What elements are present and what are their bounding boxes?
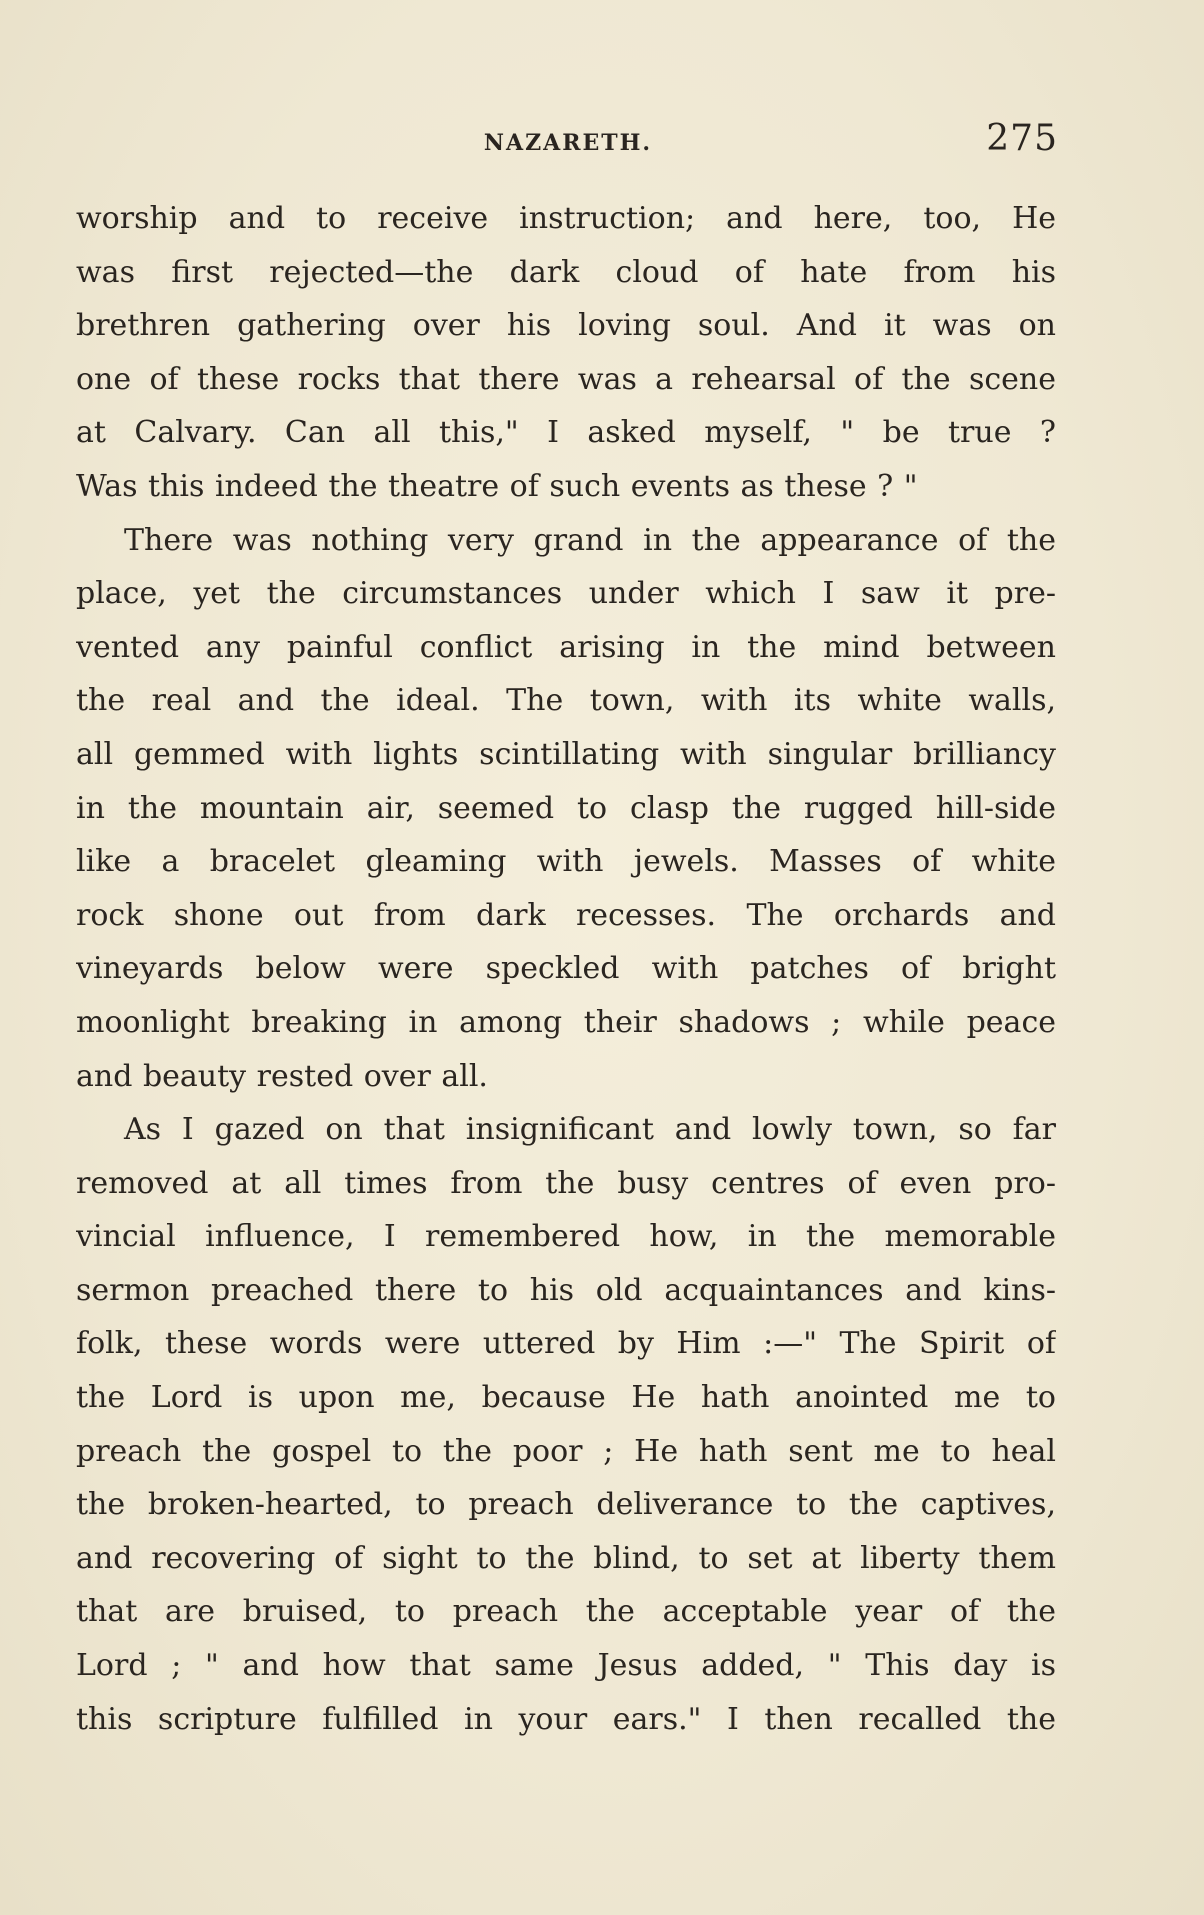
text-line: preach the gospel to the poor ; He hath sent me to heal: [76, 1433, 1056, 1469]
page-number: 275: [986, 118, 1058, 159]
text-line: vineyards below were speckled with patches of bright: [76, 951, 1056, 987]
text-line: Was this indeed the theatre of such events as these ? ": [76, 468, 918, 504]
text-line: and beauty rested over all.: [76, 1058, 488, 1094]
text-line: There was nothing very grand in the appearance of the: [124, 522, 1056, 558]
text-line: this scripture fulfilled in your ears." I then recalled the: [76, 1701, 1056, 1737]
text-line: one of these rocks that there was a rehearsal of the scene: [76, 361, 1056, 397]
text-line: Lord ; " and how that same Jesus added, " This day is: [76, 1648, 1056, 1684]
text-line: the broken-hearted, to preach deliverance to the captives,: [76, 1487, 1056, 1523]
text-line: at Calvary. Can all this," I asked myself, " be true ?: [76, 415, 1056, 451]
text-line: the Lord is upon me, because He hath anointed me to: [76, 1380, 1056, 1416]
text-line: brethren gathering over his loving soul. And it was on: [76, 308, 1056, 344]
text-line: folk, these words were uttered by Him :—" The Spirit of: [76, 1326, 1056, 1362]
text-line: was first rejected—the dark cloud of hate from his: [76, 254, 1056, 290]
text-line: like a bracelet gleaming with jewels. Masses of white: [76, 844, 1056, 880]
text-line: removed at all times from the busy centres of even pro-: [76, 1165, 1056, 1201]
text-line: worship and to receive instruction; and here, too, He: [76, 201, 1056, 236]
text-line: vincial influence, I remembered how, in the memorable: [76, 1219, 1056, 1255]
text-line: place, yet the circumstances under which I saw it pre-: [76, 576, 1056, 612]
text-line: the real and the ideal. The town, with its white walls,: [76, 683, 1056, 719]
text-line: vented any painful conflict arising in the mind between: [76, 629, 1056, 665]
text-line: in the mountain air, seemed to clasp the rugged hill-side: [76, 790, 1056, 826]
text-line: and recovering of sight to the blind, to set at liberty them: [76, 1540, 1056, 1576]
body-text: [76, 192, 1056, 1746]
text-line: all gemmed with lights scintillating with singular brilliancy: [76, 736, 1056, 772]
text-line: sermon preached there to his old acquaintances and kins-: [76, 1272, 1056, 1308]
page-header: [78, 118, 1058, 168]
running-title: NAZARETH.: [483, 130, 653, 156]
text-line: rock shone out from dark recesses. The orchards and: [76, 897, 1056, 933]
text-line: that are bruised, to preach the acceptable year of the: [76, 1594, 1056, 1630]
text-line: moonlight breaking in among their shadows ; while peace: [76, 1004, 1056, 1040]
text-line: As I gazed on that insignificant and lowly town, so far: [124, 1112, 1056, 1148]
